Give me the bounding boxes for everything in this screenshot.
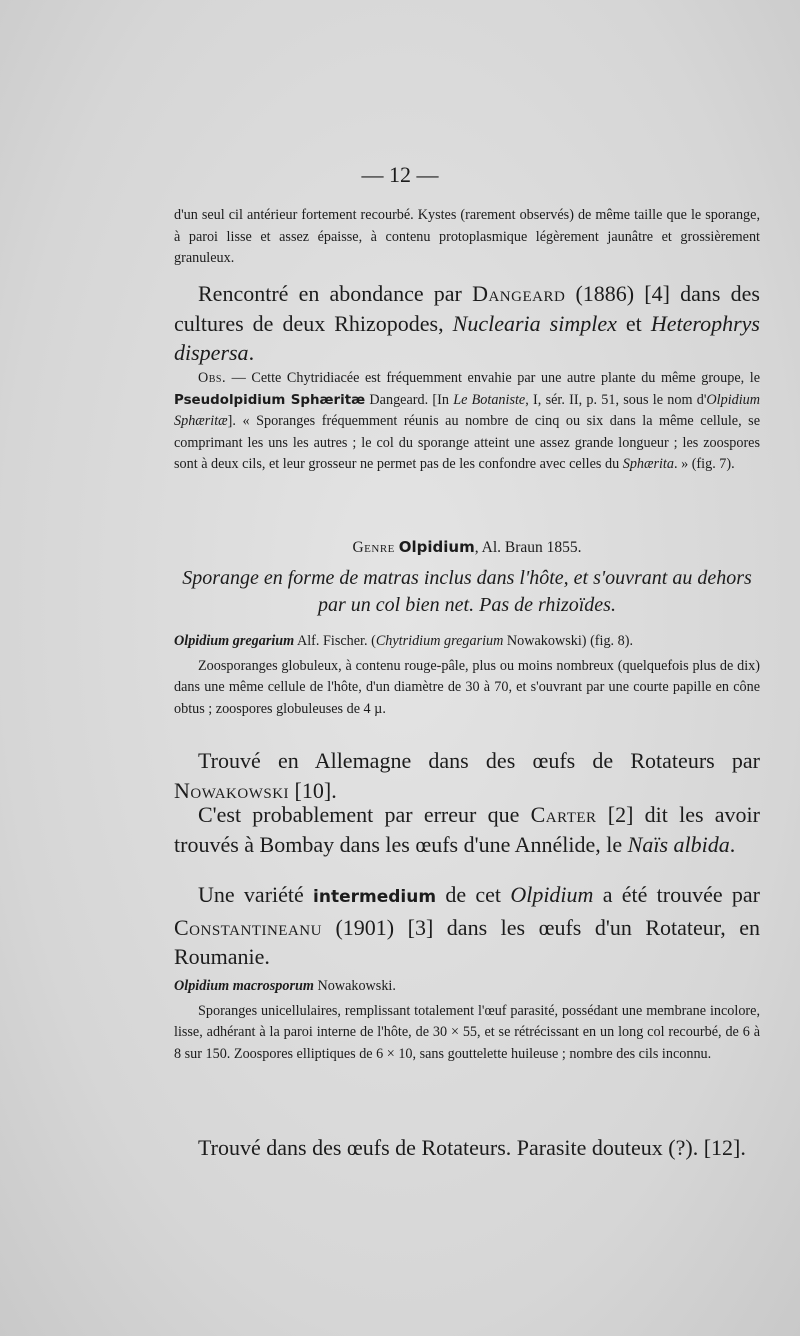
genus-name: Sphærita (622, 456, 674, 472)
text-run: — Cette Chytridiacée est fréquemment envahie par une autre plante du même groupe, le (226, 370, 760, 386)
author-name: Nowakowski (174, 777, 290, 803)
genus-diagnosis: Sporange en forme de matras inclus dans l'hôte, et s'ouvrant au dehors par un col bien net. Pas de rhizoïdes. (182, 567, 752, 616)
text-run: [10]. (289, 777, 337, 803)
paragraph: Trouvé dans des œufs de Rotateurs. Parasite douteux (?). [12]. (198, 1135, 746, 1160)
text-run: Alf. Fischer. ( (294, 633, 376, 649)
text-run: C'est probablement par erreur que (198, 802, 531, 827)
text-run: et (616, 310, 651, 336)
text-run: [2] dit les avoir trouvés à Bombay dans les œufs d'une Annélide, le (174, 802, 760, 857)
description-continued (174, 205, 760, 270)
text-run: Dangeard. [In (365, 391, 454, 408)
text-run: ]. « Sporanges fréquemment réunis au nombre de cinq ou six dans la même cellule, se comprimant les uns les autres ; le col du sporange atteint une assez grande longueur ; les zoospores sont à deux cils, et leur grosseur ne permet pas de les confondre avec celles du (174, 413, 760, 472)
genre-label: Genre (352, 539, 395, 556)
species-name: Olpidium macrosporum (174, 978, 314, 994)
text-run: . (729, 831, 736, 857)
journal-name: Le Botaniste (453, 391, 526, 408)
text-run: . » (fig. 7). (673, 456, 735, 472)
species-name: Nuclearia simplex (452, 310, 617, 336)
species-name: Olpidium gregarium (174, 633, 295, 649)
species-name: Pseudolpidium Sphæritæ (174, 392, 366, 408)
observation-note (174, 368, 760, 476)
genus-name: Olpidium (510, 882, 594, 907)
occurrence-paragraph (174, 800, 760, 859)
occurrence-paragraph (174, 880, 760, 972)
text-run: Une variété (198, 882, 314, 907)
variety-name: intermedium (313, 887, 437, 907)
genus-heading (174, 538, 760, 557)
species-name: Heterophrys dispersa (174, 310, 760, 365)
synonym-name: Chytridium gregarium (375, 633, 504, 649)
text-run: a été trouvée par (593, 882, 760, 907)
genus-name: Olpidium (398, 538, 475, 556)
species-entry (174, 976, 760, 1065)
genus-authority: , Al. Braun 1855. (474, 539, 582, 556)
text-run: , I, sér. II, p. 51, sous le nom d' (525, 391, 707, 408)
author-name: Dangeard (472, 281, 566, 306)
species-description: Zoosporanges globuleux, à contenu rouge-pâle, plus ou moins nombreux (quelquefois plus de dix) dans une même cellule de l'hôte, d'un diamètre de 30 à 70, et s'ouvrant par une courte papille en cône obtus ; zoospores globuleuses de 4 µ. (174, 657, 760, 717)
occurrence-paragraph (174, 1133, 760, 1163)
author-name: Constantineanu (174, 914, 322, 940)
species-name: Naïs albida (627, 831, 730, 857)
paragraph: d'un seul cil antérieur fortement recourbé. Kystes (rarement observés) de même taille que le sporange, à paroi lisse et assez épaisse, à contenu protoplasmique légèrement jaunâtre et grossièrement granuleux. (174, 207, 760, 266)
page-number: — 12 — (361, 162, 439, 187)
species-description: Sporanges unicellulaires, remplissant totalement l'œuf parasité, possédant une membrane incolore, lisse, adhérant à la paroi interne de l'hôte, de 30 × 55, et se rétrécissant en un long col recourbé, de 6 à 8 sur 150. Zoospores elliptiques de 6 × 10, sans gouttelette huileuse ; nombre des cils inconnu. (174, 1002, 760, 1062)
text-run: Nowakowski) (fig. 8). (503, 633, 634, 649)
text-run: . (248, 340, 255, 365)
obs-label: Obs. (198, 370, 227, 386)
author-name: Carter (530, 802, 597, 827)
text-run: (1886) [4] dans des cultures de deux Rhizopodes, (174, 281, 760, 336)
species-name: Olpidium Sphæritæ (174, 391, 761, 429)
text-run: (1901) [3] dans les œufs d'un Rotateur, en Roumanie. (174, 914, 760, 969)
occurrence-paragraph (174, 746, 760, 805)
species-entry (174, 631, 760, 720)
text-run: Nowakowski. (313, 978, 396, 994)
text-run: Trouvé en Allemagne dans des œufs de Rotateurs par (198, 748, 760, 773)
text-run: Rencontré en abondance par (198, 281, 473, 306)
text-run: de cet (436, 882, 511, 907)
occurrence-paragraph (174, 279, 760, 368)
